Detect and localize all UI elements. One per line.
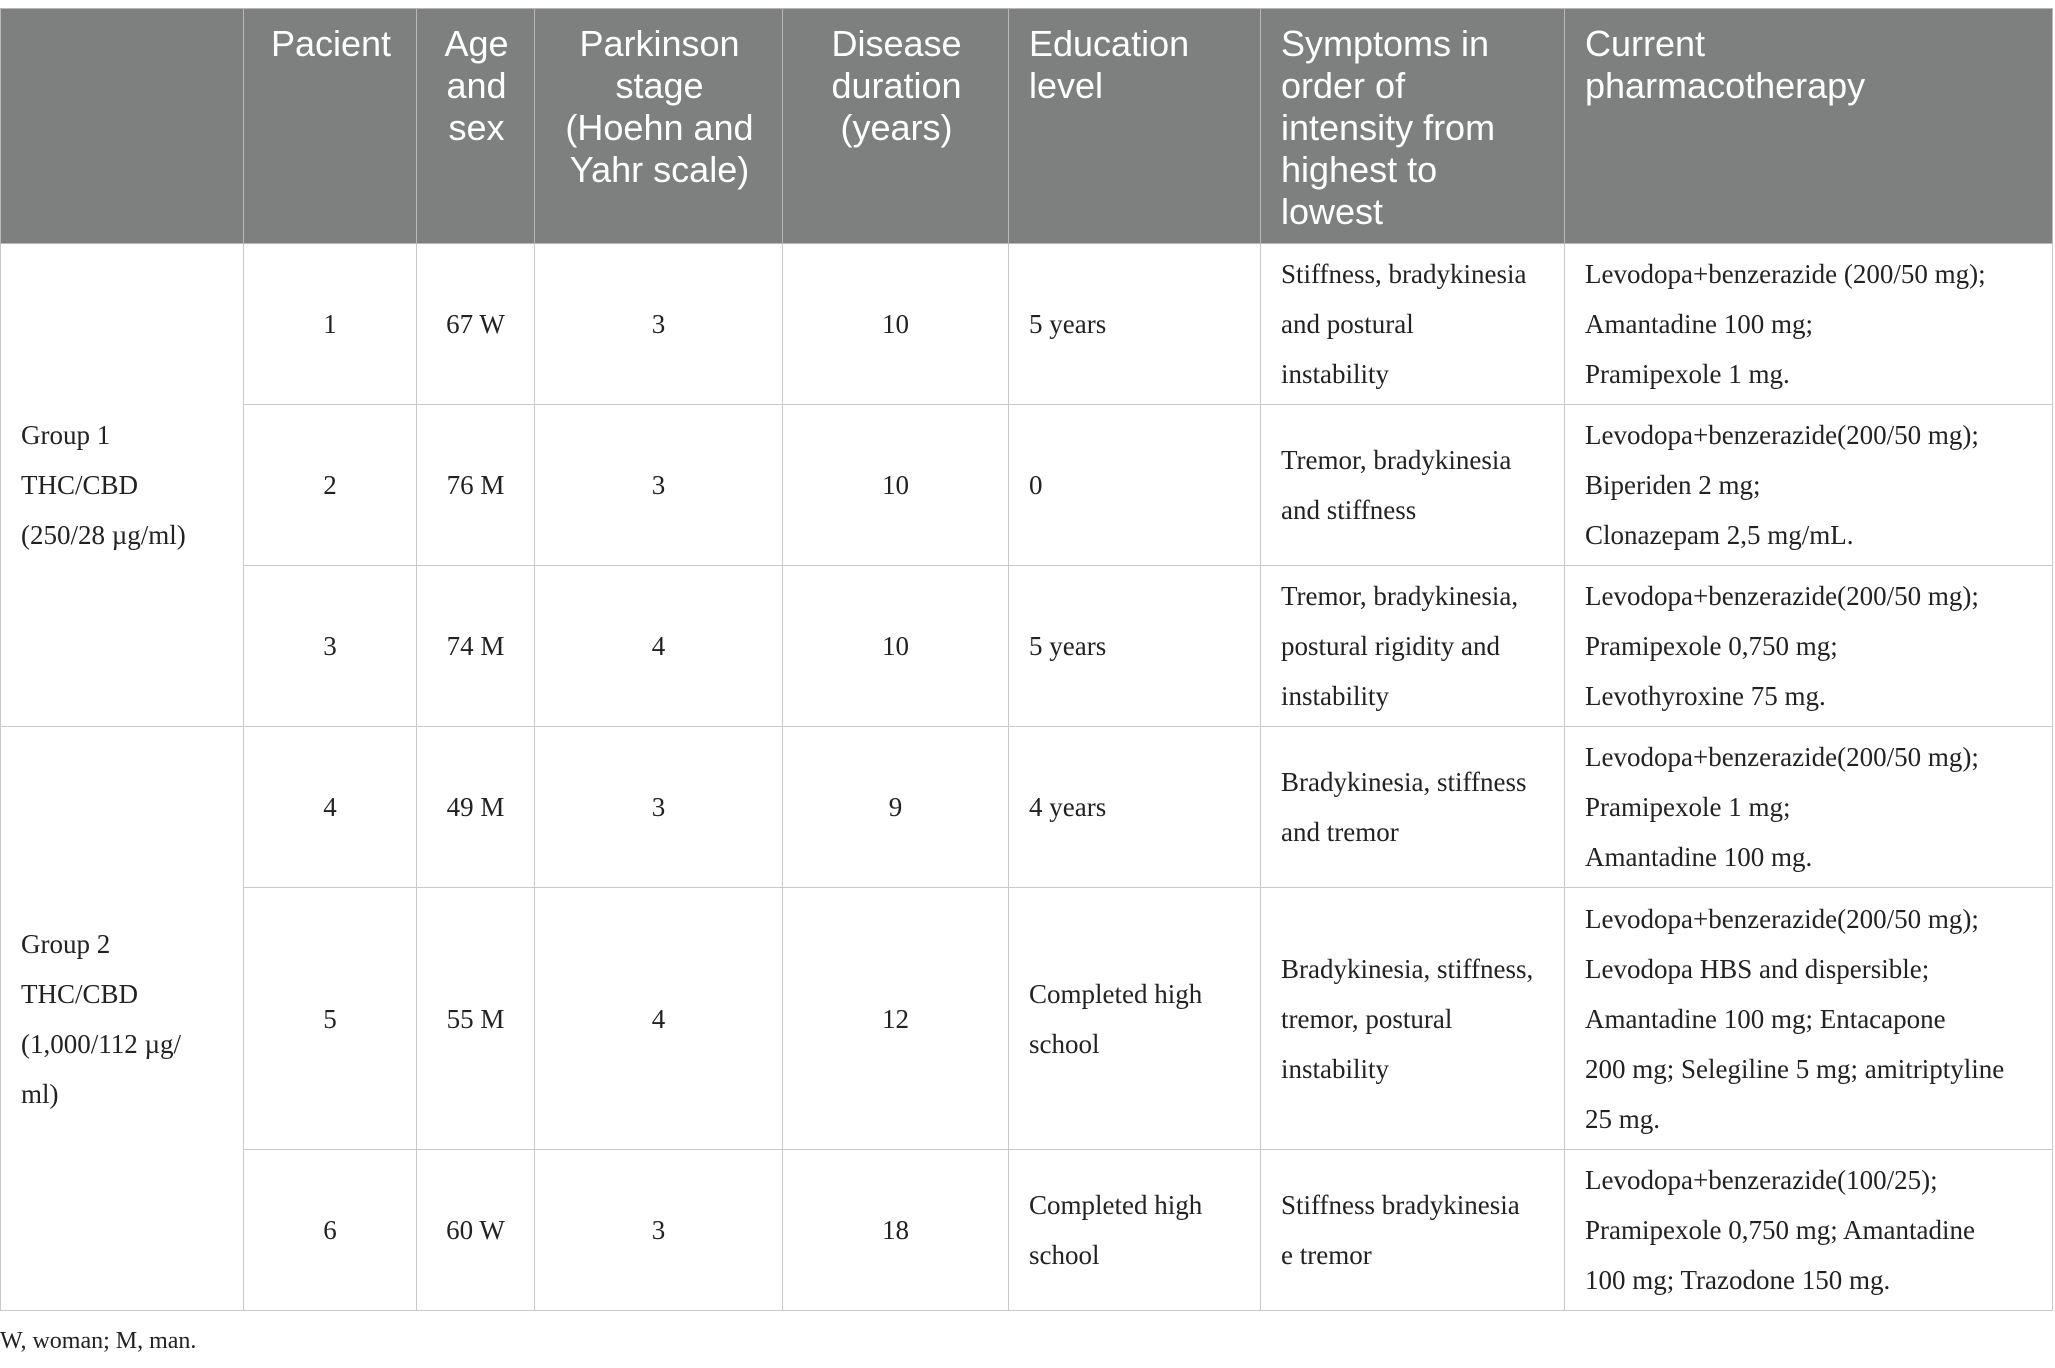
cell-therapy: Levodopa+benzerazide(200/50 mg); Biperiden 2 mg; Clonazepam 2,5 mg/mL. xyxy=(1565,405,2053,566)
header-therapy: Current pharmacotherapy xyxy=(1565,9,2053,244)
table-row xyxy=(1,1150,2053,1311)
cell-duration: 18 xyxy=(783,1150,1009,1311)
cell-therapy: Levodopa+benzerazide(200/50 mg); Pramipexole 1 mg; Amantadine 100 mg. xyxy=(1565,727,2053,888)
cell-stage: 3 xyxy=(535,244,783,405)
table-row xyxy=(1,405,2053,566)
cell-education: 5 years xyxy=(1009,566,1261,727)
cell-symptoms: Stiffness, bradykinesia and postural instability xyxy=(1261,244,1565,405)
cell-patient: 5 xyxy=(244,888,417,1150)
cell-stage: 4 xyxy=(535,888,783,1150)
header-symptoms: Symptoms in order of intensity from highest to lowest xyxy=(1261,9,1565,244)
header-education: Education level xyxy=(1009,9,1261,244)
table-row xyxy=(1,244,2053,405)
cell-stage: 3 xyxy=(535,727,783,888)
cell-age-sex: 67 W xyxy=(417,244,535,405)
cell-patient: 6 xyxy=(244,1150,417,1311)
group-2-label: Group 2 THC/CBD (1,000/112 µg/ ml) xyxy=(1,727,244,1311)
cell-education: Completed high school xyxy=(1009,888,1261,1150)
cell-symptoms: Tremor, bradykinesia and stiffness xyxy=(1261,405,1565,566)
cell-age-sex: 60 W xyxy=(417,1150,535,1311)
cell-age-sex: 76 M xyxy=(417,405,535,566)
cell-duration: 9 xyxy=(783,727,1009,888)
table-row xyxy=(1,727,2053,888)
cell-patient: 1 xyxy=(244,244,417,405)
cell-patient: 4 xyxy=(244,727,417,888)
cell-duration: 10 xyxy=(783,244,1009,405)
cell-duration: 12 xyxy=(783,888,1009,1150)
header-row xyxy=(1,9,2053,244)
header-age-sex: Age and sex xyxy=(417,9,535,244)
cell-age-sex: 55 M xyxy=(417,888,535,1150)
cell-symptoms: Bradykinesia, stiffness and tremor xyxy=(1261,727,1565,888)
header-patient: Pacient xyxy=(244,9,417,244)
table-row xyxy=(1,888,2053,1150)
cell-symptoms: Tremor, bradykinesia, postural rigidity and instability xyxy=(1261,566,1565,727)
cell-therapy: Levodopa+benzerazide(200/50 mg); Pramipexole 0,750 mg; Levothyroxine 75 mg. xyxy=(1565,566,2053,727)
cell-education: 4 years xyxy=(1009,727,1261,888)
cell-therapy: Levodopa+benzerazide(200/50 mg); Levodopa HBS and dispersible; Amantadine 100 mg; Entacapone 200 mg; Selegiline 5 mg; amitriptyline 25 mg. xyxy=(1565,888,2053,1150)
header-duration: Disease duration (years) xyxy=(783,9,1009,244)
cell-patient: 2 xyxy=(244,405,417,566)
cell-education: 0 xyxy=(1009,405,1261,566)
header-stage: Parkinson stage (Hoehn and Yahr scale) xyxy=(535,9,783,244)
table-footnote: W, woman; M, man. xyxy=(0,1328,197,1354)
cell-education: Completed high school xyxy=(1009,1150,1261,1311)
cell-stage: 4 xyxy=(535,566,783,727)
cell-symptoms: Bradykinesia, stiffness, tremor, postural instability xyxy=(1261,888,1565,1150)
cell-duration: 10 xyxy=(783,405,1009,566)
cell-education: 5 years xyxy=(1009,244,1261,405)
group-1-label: Group 1 THC/CBD (250/28 µg/ml) xyxy=(1,244,244,727)
cell-age-sex: 74 M xyxy=(417,566,535,727)
cell-stage: 3 xyxy=(535,405,783,566)
cell-therapy: Levodopa+benzerazide(100/25); Pramipexole 0,750 mg; Amantadine 100 mg; Trazodone 150 mg. xyxy=(1565,1150,2053,1311)
table-row xyxy=(1,566,2053,727)
cell-patient: 3 xyxy=(244,566,417,727)
cell-stage: 3 xyxy=(535,1150,783,1311)
cell-therapy: Levodopa+benzerazide (200/50 mg); Amantadine 100 mg; Pramipexole 1 mg. xyxy=(1565,244,2053,405)
header-group xyxy=(1,9,244,244)
cell-duration: 10 xyxy=(783,566,1009,727)
cell-symptoms: Stiffness bradykinesia e tremor xyxy=(1261,1150,1565,1311)
patient-characteristics-table xyxy=(0,8,2053,1311)
cell-age-sex: 49 M xyxy=(417,727,535,888)
